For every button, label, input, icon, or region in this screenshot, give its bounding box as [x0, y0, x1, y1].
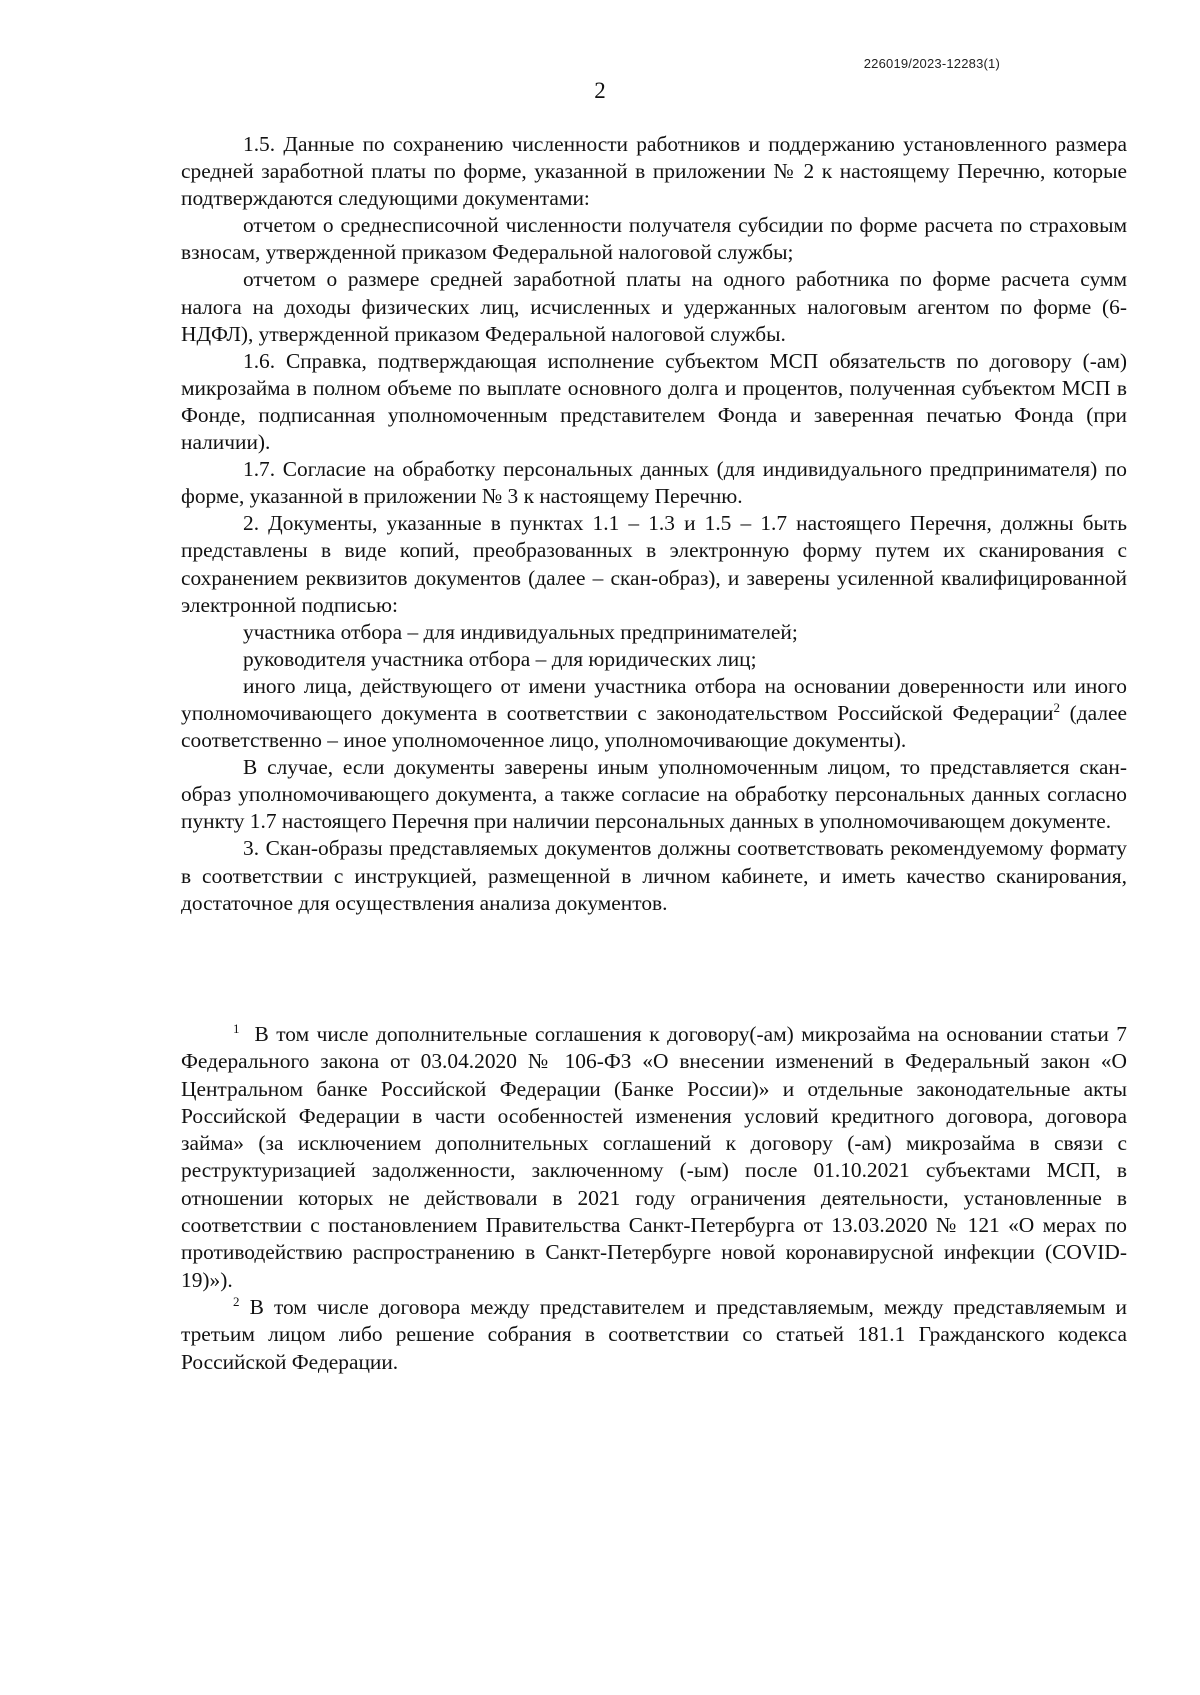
footnote-2 — [181, 1294, 1127, 1376]
paragraph-signer-legal-entity: руководителя участника отбора – для юридических лиц; — [243, 646, 757, 671]
paragraph-signer-other-person — [181, 673, 1127, 754]
footnote-1-text: В том числе дополнительные соглашения к договору(-ам) микрозайма на основании статьи 7 Федерального закона от 03.04.2020 № 106-ФЗ «О внесении изменений в Федеральный закон «О Центральном банке Российской Федерации (Банке России)» и отдельные законодательные акты Российской Федерации в части особенностей изменения условий кредитного договора, договора займа» (за исключением дополнительных соглашений к договору (-ам) микрозайма в связи с реструктуризацией задолженности, заключенному (-ым) после 01.10.2021 субъектами МСП, в отношении которых не действовали в 2021 году ограничения деятельности, установленные в соответствии с постановлением Правительства Санкт-Петербурга от 13.03.2020 № 121 «О мерах по противодействию распространению в Санкт-Петербурге новой коронавирусной инфекции (COVID-19)»). — [181, 1022, 1127, 1292]
footnote-ref-2: 2 — [1053, 699, 1060, 715]
paragraph-2: 2. Документы, указанные в пунктах 1.1 – 1.3 и 1.5 – 1.7 настоящего Перечня, должны быть представлены в виде копий, преобразованных в электронную форму путем их сканирования с сохранением реквизитов документов (далее – скан-образ), и заверены усиленной квалифицированной электронной подписью: — [181, 511, 1127, 617]
paragraph-signer-entrepreneur: участника отбора – для индивидуальных предпринимателей; — [243, 619, 798, 644]
footnote-2-mark: 2 — [233, 1293, 240, 1309]
footnote-2-text: В том числе договора между представителем и представляемым, между представляемым и третьим лицом либо решение собрания в соответствии со статьей 181.1 Гражданского кодекса Российской Федерации. — [181, 1294, 1127, 1374]
footnotes — [181, 1021, 1127, 1376]
paragraph-1-5: 1.5. Данные по сохранению численности работников и поддержанию установленного размера средней заработной платы по форме, указанной в приложении № 2 к настоящему Перечню, которые подтверждаются следующими документами: — [181, 132, 1127, 211]
page-number: 2 — [594, 78, 606, 103]
paragraph-1-7: 1.7. Согласие на обработку персональных данных (для индивидуального предпринимателя) по форме, указанной в приложении № 3 к настоящему Перечню. — [181, 457, 1127, 509]
footnote-1-mark: 1 — [233, 1021, 240, 1036]
paragraph-signer-other-text: иного лица, действующего от имени участника отбора на основании доверенности или иного уполномочивающего документа в соответствии с законодательством Российской Федерации — [181, 673, 1127, 725]
paragraph-3: 3. Скан-образы представляемых документов должны соответствовать рекомендуемому формату в соответствии с инструкцией, размещенной в личном кабинете, и иметь качество сканирования, достаточное для осуществления анализа документов. — [181, 836, 1127, 915]
footnote-1 — [181, 1021, 1127, 1294]
document-id: 226019/2023-12283(1) — [863, 56, 1000, 71]
paragraph-authorized-person: В случае, если документы заверены иным уполномоченным лицом, то представляется скан-образ уполномочивающего документа, а также согласие на обработку персональных данных согласно пункту 1.7 настоящего Перечня при наличии персональных данных в уполномочивающем документе. — [181, 755, 1127, 834]
paragraph-headcount-report: отчетом о среднесписочной численности получателя субсидии по форме расчета по страховым взносам, утвержденной приказом Федеральной налоговой службы; — [181, 213, 1127, 265]
paragraph-signer-other-text-cont: (далее соответственно – иное уполномоченное лицо, уполномочивающие документы). — [181, 700, 1127, 753]
document-body — [181, 131, 1127, 917]
paragraph-salary-report: отчетом о размере средней заработной платы на одного работника по форме расчета сумм налога на доходы физических лиц, исчисленных и удержанных налоговым агентом по форме (6-НДФЛ), утвержденной приказом Федеральной налоговой службы. — [181, 267, 1127, 346]
paragraph-1-6: 1.6. Справка, подтверждающая исполнение субъектом МСП обязательств по договору (-ам) микрозайма в полном объеме по выплате основного долга и процентов, полученная субъектом МСП в Фонде, подписанная уполномоченным представителем Фонда и заверенная печатью Фонда (при наличии). — [181, 348, 1127, 455]
